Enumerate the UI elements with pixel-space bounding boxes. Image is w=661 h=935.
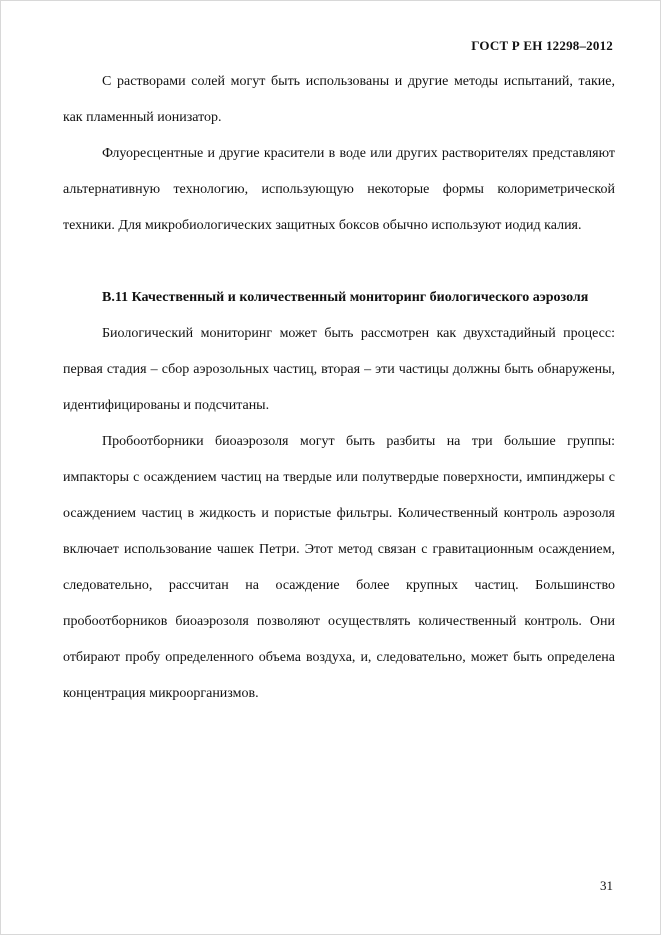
paragraph-salt-solutions: С растворами солей могут быть использованы и другие методы испытаний, такие, как пламенный ионизатор. (63, 74, 615, 125)
page-body (63, 64, 615, 712)
paragraph-bioaerosol-samplers: Пробоотборники биоаэрозоля могут быть разбиты на три большие группы: импакторы с осаждением частиц на твердые или полутвердые поверхности, импинджеры с осаждением частиц в жидкость и пористые фильтры. Количественный контроль аэрозоля включает использование чашек Петри. Этот метод связан с гравитационным осаждением, следовательно, рассчитан на осаждение более крупных частиц. Большинство пробоотборников биоаэрозоля позволяют осуществлять количественный контроль. Они отбирают пробу определенного объема воздуха, и, следовательно, может быть определена концентрация микроорганизмов. (63, 434, 615, 701)
page-number: 31 (600, 878, 613, 893)
paragraph-biological-monitoring: Биологический мониторинг может быть рассмотрен как двухстадийный процесс: первая стадия – сбор аэрозольных частиц, вторая – эти частицы должны быть обнаружены, идентифицированы и подсчитаны. (63, 326, 615, 413)
section-heading-b11: В.11 Качественный и количественный мониторинг биологического аэрозоля (102, 290, 589, 305)
paragraph-fluorescent-dyes: Флуоресцентные и другие красители в воде или других растворителях представляют альтернативную технологию, использующую некоторые формы колориметрической техники. Для микробиологических защитных боксов обычно используют иодид калия. (63, 146, 615, 233)
document-header: ГОСТ Р ЕН 12298–2012 (471, 38, 613, 53)
